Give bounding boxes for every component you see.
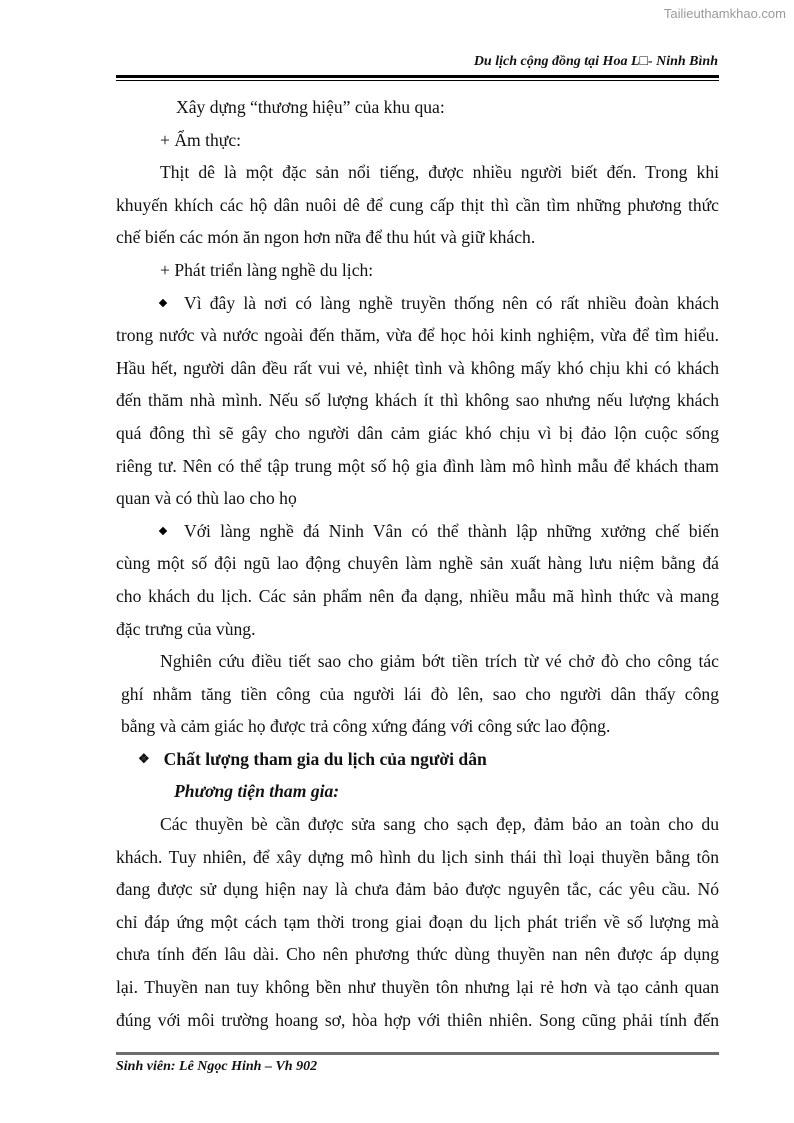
body-line: quá đông thì sẽ gây cho người dân cảm giác khó chịu vì bị đảo lộn cuộc sống bbox=[116, 422, 719, 443]
bullet-icon bbox=[159, 298, 167, 306]
subheading: Phương tiện tham gia: bbox=[174, 781, 340, 802]
body-line: Vì đây là nơi có làng nghề truyền thống nên có rất nhiều đoàn khách bbox=[184, 292, 719, 313]
footer-divider bbox=[116, 1052, 719, 1055]
header-divider bbox=[116, 75, 719, 78]
body-line: khách. Tuy nhiên, để xây dựng mô hình du lịch sinh thái thì loại thuyền bằng tôn bbox=[116, 846, 719, 867]
watermark: Tailieuthamkhao.com bbox=[663, 6, 786, 21]
body-line: Nghiên cứu điều tiết sao cho giảm bớt tiền trích từ vé chở đò cho công tác bbox=[160, 651, 719, 672]
body-line: đến thăm nhà mình. Nếu số lượng khách ít thì không sao nhưng nếu lượng khách bbox=[116, 390, 719, 411]
body-line: khuyến khích các hộ dân nuôi dê để cung cấp thịt thì cần tìm những phương thức bbox=[116, 194, 719, 215]
bullet-icon bbox=[159, 526, 167, 534]
body-line: Các thuyền bè cần được sửa sang cho sạch đẹp, đảm bảo an toàn cho du bbox=[160, 814, 719, 835]
body-line: lại. Thuyền nan tuy không bền như thuyền tôn nhưng lại rẻ hơn và tạo cảnh quan bbox=[116, 977, 719, 998]
body-line: đặc trưng của vùng. bbox=[116, 618, 256, 639]
body-line: trong nước và nước ngoài đến thăm, vừa để học hỏi kinh nghiệm, vừa để tìm hiểu. bbox=[116, 325, 719, 346]
body-line: đang được sử dụng hiện nay là chưa đảm bảo được nguyên tắc, các yêu cầu. Nó bbox=[116, 879, 719, 900]
footer-author: Sinh viên: Lê Ngọc Hinh – Vh 902 bbox=[116, 1059, 318, 1074]
body-line: Thịt dê là một đặc sản nổi tiếng, được nhiều người biết đến. Trong khi bbox=[160, 162, 719, 183]
section-heading bbox=[116, 743, 719, 776]
body-line: chế biến các món ăn ngon hơn nữa để thu hút và giữ khách. bbox=[116, 227, 536, 248]
header-divider-thin bbox=[116, 80, 719, 81]
body-line: cùng một số đội ngũ lao động chuyên làm nghề sản xuất hàng lưu niệm bằng đá bbox=[116, 553, 719, 574]
body-line: riêng tư. Nên có thể tập trung một số hộ gia đình làm mô hình mẫu để khách tham bbox=[116, 455, 719, 476]
list-item bbox=[116, 515, 719, 548]
body-line: đúng với môi trường hoang sơ, hòa hợp với thiên nhiên. Song cũng phải tính đến bbox=[116, 1009, 719, 1030]
body-line: chưa tính đến lâu dài. Cho nên phương thức dùng thuyền nan nên được áp dụng bbox=[116, 944, 719, 965]
body-line: Hầu hết, người dân đều rất vui vẻ, nhiệt tình và không mấy khó chịu khi có khách bbox=[116, 357, 719, 378]
body-line: + Phát triển làng nghề du lịch: bbox=[160, 259, 374, 280]
page-body bbox=[116, 91, 719, 1036]
body-line: Xây dựng “thương hiệu” của khu qua: bbox=[176, 97, 445, 117]
body-line: chỉ đáp ứng một cách tạm thời trong giai đoạn du lịch phát triển về số lượng mà bbox=[116, 911, 719, 932]
body-line: + Ẩm thực: bbox=[160, 129, 242, 150]
body-line: bằng và cảm giác họ được trả công xứng đáng với công sức lao động. bbox=[121, 716, 611, 737]
body-line: cho khách du lịch. Các sản phẩm nên đa dạng, nhiều mẫu mã hình thức và mang bbox=[116, 585, 719, 606]
body-line: quan và có thù lao cho họ bbox=[116, 488, 297, 509]
list-item bbox=[116, 287, 719, 320]
diamond-bullet-icon: ❖ bbox=[138, 750, 150, 766]
header-title: Du lịch cộng đồng tại Hoa L□- Ninh Bình bbox=[473, 54, 718, 69]
body-line: ghí nhằm tăng tiền công của người lái đò lên, sao cho người dân thấy công bbox=[121, 683, 719, 704]
section-heading-text: Chất lượng tham gia du lịch của người dân bbox=[163, 748, 487, 769]
body-line: Với làng nghề đá Ninh Vân có thể thành lập những xưởng chế biến bbox=[184, 520, 719, 541]
